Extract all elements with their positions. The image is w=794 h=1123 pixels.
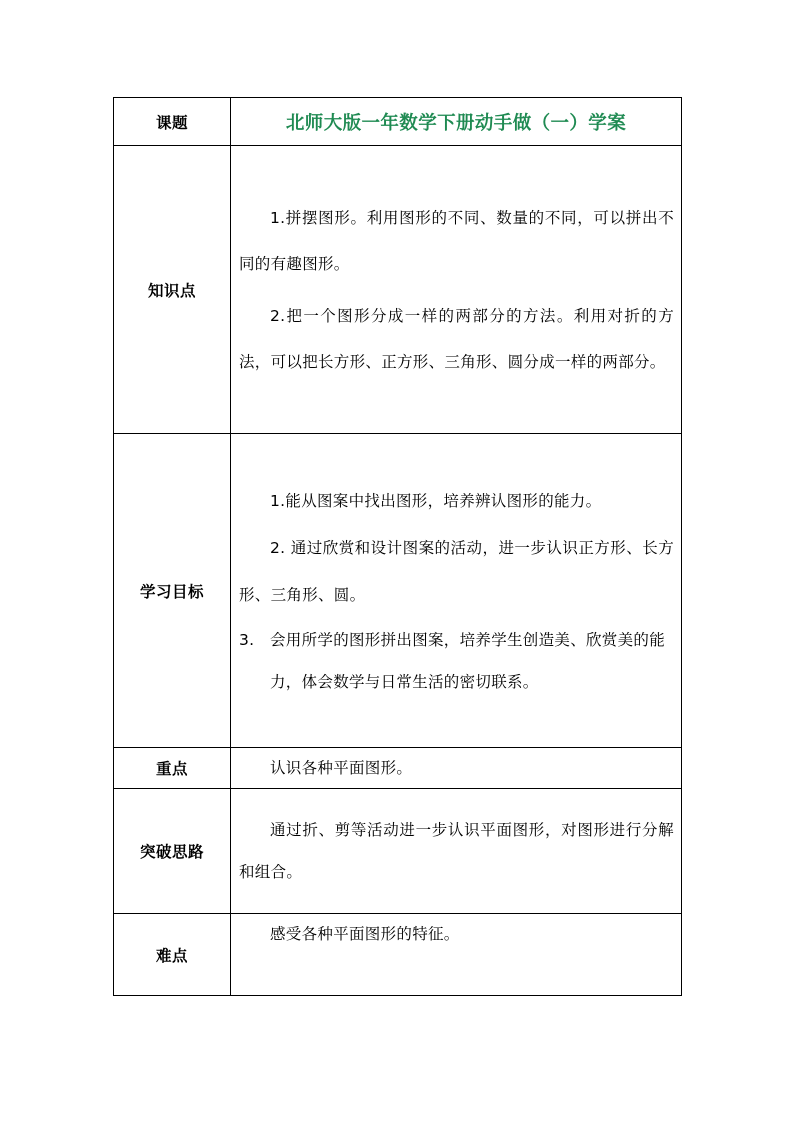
knowledge-row [114, 146, 682, 434]
lesson-title: 北师大版一年数学下册动手做（一）学案 [231, 98, 682, 146]
goal-item-3 [239, 619, 674, 703]
difficulty-row [114, 914, 682, 996]
goal-item-3-text: 会用所学的图形拼出图案，培养学生创造美、欣赏美的能力，体会数学与日常生活的密切联系。 [270, 631, 666, 691]
lesson-plan-table [113, 97, 682, 996]
title-row [114, 98, 682, 146]
goal-item-1: 1.能从图案中找出图形，培养辨认图形的能力。 [270, 492, 602, 510]
key-point-label: 重点 [114, 748, 231, 789]
goal-item-2: 2. 通过欣赏和设计图案的活动，进一步认识正方形、长方形、三角形、圆。 [239, 539, 674, 604]
goals-row [114, 434, 682, 748]
difficulty-text: 感受各种平面图形的特征。 [270, 925, 460, 943]
key-point-text: 认识各种平面图形。 [270, 759, 413, 777]
key-point-row [114, 748, 682, 789]
goal-item-3-number: 3. [239, 631, 255, 649]
key-point-content [231, 748, 682, 789]
approach-row [114, 789, 682, 914]
knowledge-paragraph-2: 2.把一个图形分成一样的两部分的方法。利用对折的方法，可以把长方形、正方形、三角形、圆分成一样的两部分。 [239, 306, 674, 371]
knowledge-content [231, 146, 682, 434]
difficulty-label: 难点 [114, 914, 231, 996]
goals-content [231, 434, 682, 748]
approach-label: 突破思路 [114, 789, 231, 914]
goals-label: 学习目标 [114, 434, 231, 748]
approach-text: 通过折、剪等活动进一步认识平面图形，对图形进行分解和组合。 [239, 821, 674, 881]
approach-content [231, 789, 682, 914]
difficulty-content [231, 914, 682, 996]
subject-label: 课题 [114, 98, 231, 146]
knowledge-paragraph-1: 1.拼摆图形。利用图形的不同、数量的不同，可以拼出不同的有趣图形。 [239, 208, 674, 273]
knowledge-label: 知识点 [114, 146, 231, 434]
